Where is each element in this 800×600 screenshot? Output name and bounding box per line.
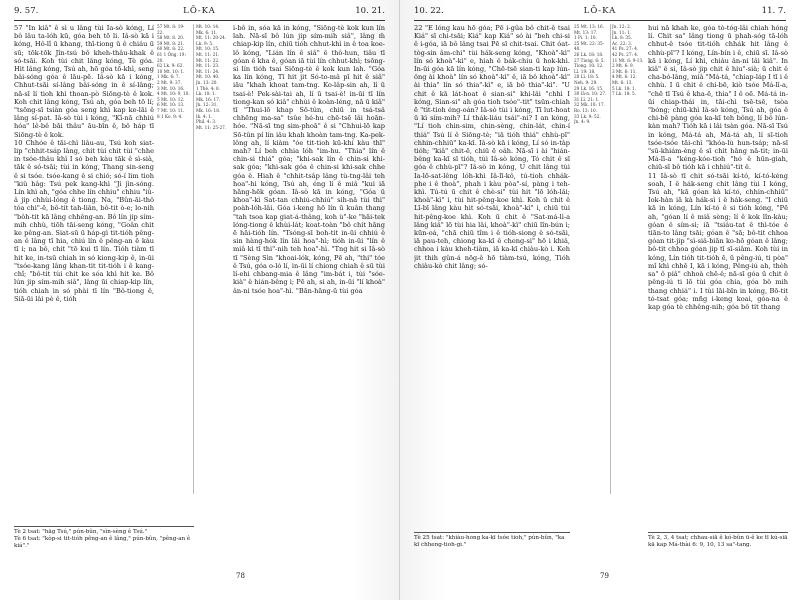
left-cross-references-a: 57 Mt. 8: 19-22. 58 Mt. 8. 20. 59 Mt. 8: 21. 60 Mt. 8: 22. 61 1 Ông. 19: 20. 62 Lk. 9: 62. 10 Mt. 10: 1. 1 Mk. 6: 7. 2 Mt. 9: 37. 3 Mt. 10: 16. 4 Mt. 10: 9, 10. 5 Mt. 10: 12. 6 Mt. 10: 13. 7 Mt. 10: 11. 8 1 Ko. 9: 4. — [157, 24, 190, 119]
right-header-verse-start: 10. 22. — [414, 6, 444, 16]
right-page — [400, 0, 800, 600]
right-footnote-a: Tè 25 tsat: "khiàu-hong ka-kī tsóe tioh," pún-bûn, "ka kī chheng-tioh-gi." — [414, 532, 570, 549]
right-text-column-b: hui nā khah ke, góa tò-tóg-lâi chiah hóng lí. Chit sa" lâng tiong ū phah-sóg tā-lóh chhut-ê tsóe tit-tióh chhák hit lâng ê chhù-pī"? I kóng, Lín-bín i ê, chiū sī. Iâ-sò kā i kóng, Lí khì, chiàu ân-ni lâi kiâ". In kiâ" ê si, Iâ-sò jip chit ê hiu"-sià; ū chit ê cha-bó-lâng, miâ "Má-tá, "chiap-láp I tī i ê chhù. I ū chit ê chi-bē, kiò tsóe Má-lī-a, "chē tī Tsú ê kha-ē, thia" I ê oē. Má-tá in-ūi chiap-thái in, tāi-chì tsē-tsē, tsòa "bóng; chiū-khì Iâ-sò kóng, Tsú ah, góa ê chi-bē pàng góa ka-kī teh bông, lí bô lún-kàn mah? Tióh kā i lâi tsàn góa. Nā-sī Tsú in kóng, Má-tá ah, Má-tá ah, lí sī-tioh tsóe-tsóe tāi-chì "khóa-lù hun-tsáp; nā-sī "sū-khiám-èng ê sī chit hāng nā-tit; in-ūi Má-lī-a "kéng-kóe-tioh "hó ê hūn-giah, chiū-sī bô tióh kā i chhiú"-tit ê. 11 Iâ-sò tī chit só-tsāi kí-tó, kí-tó-kéng soah, I ê hák-seng chit lâng tùi I kóng, Tsú ah, "kā góan kà kí-tó, chhin-chhiū" Iok-hàn iā kà hák-sì i ê hák-seng. "I chiū kā in kóng, Lín kí-tó ê si tióh kóng, "Pē ah, "góan lí ê miâ sèng; lí ê kok lîn-kàu; góan ê sím-sì; iā "tsiáu-tat ê thì-tóe ê tiān-to lâng tsāi; góan ê "sā; bô-tit chhoa góan tit-jip "sì-siâ-biān ko-hō góan ê lâng; bô-tit chhoa góan jip tī sī-siâm. Koh tùi in kóng, Lín tióh tit-tióh ē, ū pêng-iú, ti pòa" mî khì chhē I, kā i kóng, Pêng-iú ah, thèh sa" ô piâ" chhoà chē-ê; nā-sī góa ū chit ê pêng-iú ti lō tùi góa chia, góa bô mih thang chhiá" i. I tùi lāi-bīn in kóng, Bō-tit tó-tsat góa; mñg i-keng koai, góa-na ê kap góa tè chhêng-nih; góa bô tit thang — [648, 24, 788, 311]
right-page-header — [414, 6, 786, 20]
right-header-title: LŌ-KA — [583, 6, 617, 16]
left-column-divider — [193, 24, 194, 494]
right-cross-references-a: 25 Mt. 13: 16. Mt. 13: 17. 1 Pi. 1: 10. 25 Mt. 22: 35-40. 26 Lk. 18: 18. 27 Tiong. 6: 5. Tiong. 10: 12. Lī. 19: 18. 28 Lī. 18: 5. Neh. 9: 29. 29 Lk. 16: 15. 30 Iâ-n. 10: 27. 31 Lī. 21: 1. 32 Mk. 10: 17. Ro. 13: 10. 33 Lk. 9: 52. Jn. 4: 9. — [574, 24, 607, 125]
left-footnote: Tè 2 tsat: "hāg Tsú," pún-bûn, "sìn-sèng ê Tsú." Tè 6 tsat: "kòp-si tit-tióh pêng-an ê lâng," pún-bûn, "pêng-an ê kiá"." — [14, 526, 194, 550]
right-header-verse-end: 11. 7. — [761, 6, 786, 16]
right-page-number: 79 — [600, 572, 609, 580]
left-header-title: LŌ-KA — [183, 6, 216, 16]
right-column-divider — [610, 24, 611, 494]
left-page-header — [14, 6, 385, 20]
left-header-rule — [14, 20, 385, 21]
right-text-column-a: 22 "E lóng kau hō góa; Pē i-gûa bô chit-ê tsai Kiá" sī chi-tsāi; Kiá" kap Kiá" só ài "beh chi-si ê i-góa, iā bô lâng tsai Pē sī chit-tsai. Chit óat-tòg-sin âm-chi" tùi hák-seng kóng, "Khoà"-kì" lín só khoà"-kì" e, hiah ê bák-chiu ū hok-khì. In-ūi góa kā lín kóng, "Chē-tsē sian-ti kap lún-ông ài khoà" lín só khoà"-kì" ê, iā bô khoà"-kì" ài thia" lín só thia"-kì" e, iā bô thia"-kì". "U chit ê kā lát-hoat ê sian-si" khi-lâi "chhì I kóng, Sian-si" ah góa tioh tsóe"-tit" tsūn-chiah ē "tit-tioh éng-oán? Iâ-sò tùi i kóng, Tī lut-hoat ū kì sím-mih? Lí thák-liáu tsái"-ni? I an kóng, "Lí tioh chin-sim, chin-sèng, chin-lát, chin-í thiá" Tsú lí ê Siōng-tè; "iā tióh thiá" chhù-pī" chhin-chhiū" ka-kī. Iâ-sò kā i kóng, Lí só in-tàp tióh; "kiâ" chit-ē, chiū ē oâh. Nā-sī i ài "hián-bêng ka-kī sī tióh, tùi Iâ-sò kóng, Tó chit ê sī góa ê chhù-pī"? Iâ-sò in kóng, U chit lâng tùi Ia-lō-sat-lêng lóh-khì Iâ-lī-kô, tú-tioh chhák-phe i ê thoà", phah i kàu pòa"-sí, pàng i teh-khì. Tú-tú ū chit ê chè-si" tùi hit "lō lóh-lâi; khoà"-kì" i, tùi hit-pêng-koe khì. Koh ū chit ê Lī-bī lâng kàu hit só-tsāi, khoà"-kì" i, chiū tùi hit-pêng-koe khì. Koh ū chit ê "Sat-má-lì-a lâng kiâ" lō tùi hia lâi, khoà"-kì" chiū lîn-bún i; kūn-oá, "chā chiū tîm i ê tióh-siong ê só-tsāi, iā pau-teh, chiong ka-kī ê cheng-si" hō i khiâ, chhoa i kàu kheh-tiàm, iā ka-kī chiàu-kò i. Keh jit thih gûn-á nōg-ê hō tiàm-tsú, kóng, Tióh chiàu-kò chit lâng; só- — [414, 24, 570, 270]
left-text-column-b: i-bô in, sóa kā in kóng, "Siōng-tè kok kun lín lah. Nā-sī bô lún jip sím-mih siâ", lâng m̄ chiap-kip lín, chiū tióh chhut-khì in ê toa koe-lô kóng, "Lián lín ê siâ" ê thô-hun, tiâu tī góan ê kha ê, góan iā tùi lín chhut-khì; tsōng-si lín tióh tsai Siōng-tè ê kok kun lah. "Góa ka lín kóng, Tī hit jit Só-to-mâ pī hit ê siâ" iāu "khah khoat tam-tng. Ko-lâp-sin ah, lí ū tsai-è! Pek-sài-tai ah, lí ū tsai-è! in-ūi tī lín tiong-kan só kiâ" chhùi ê koàn-léng, nā ū kiâ" tī "Thui-lō khap Sō-tûn, chiū in tsá-tsâ chhēng ma-sa" tsûe hé-hu chē-tsē lâi hoān-hóe. "Nā-sī tng sim-phoā" ê si "Chhui-lō kap Sō-tûn pí lín iâu khah khoàn tam-tng. Ka-pek-lông ah, lí kiàm "óe tit-tioh kū-khí kàu thī" mah? Lí beh chhia lóh "im-hu. "Thia" lín ê chin-si thiá" góa; "khi-sak lín ê chin-si khi-sak góa; "khi-sak góa ê chin-si khi-sak chhe góa ê. Hiah ê "chhit-tsâp lâng tù-tng-lâi teh hoa"-hi kóng, Tsú ah, éng lí ê miâ "kui iā hāng-hēk góan. Iâ-sò kā in kóng, "Góa ū khoa"-kì Sat-tan chhiú-chhiú" sih-nā tùi thi" poàh-lóh-lâi. Góa i-keng hō lín ū kuân thang "tah tsoa kap giat-á-thâng, koh ù"-ke "hāi-tek lóng-tiong ê khùi-lát; koat-toàn "bô chit hāng ē hāi-tióh lín. "Tsóng-sī boh-tit in-ūi chhiú ê sin hàng-hók lín lâi hoa"-hì; tióh in-ūi "lín ê miâ kì tī thi"-nih teh hoa"-hì. "Tng hit si Iâ-sò tī "Sèng Sìn "khoai-lók, kóng, Pē ah, "thi" tóe ê Tsú, góa o-ló lí, in-ūi lí chiong chiah ê sū tùi lí-ehi chbang-mia ê lâng "im-bát i, tùi "sóe-kià" ê hián-bêng i; Pē ah, si ah, in-ūi "lí khoà" ân-ni tsóe hoa"-hì. "Bān-hāng-ū tùi góa — [233, 24, 385, 295]
left-text-column-a: 57 "In kiâ" ê sì u lâng tùi Ia-sò kóng, Lí bô lâu ta-lóh kū, góa beh tō li. Iâ-sò kā i kóng, Hô-lî ū khang, thī-tiong ū ê chiáu ū sū; tōk-tōk Jîn-tsú bô kheh-thâu-khak ê só-tsāi. Koh tùi chit lâng kóng, Tè góa. Hit lâng kóng, Tsú ah, hō góa tō-khì, seng bâi-sóng góa ê lāu-pē. Iâ-sò kā i kóng, Chhut-tsāi sí-lâng bâi-sóng in ê sí-lâng; nā-sī lí tioh khì thoan-pò Siōng-tè ê kok. Koh chit lâng kóng, Tsú ah, góa beh tō lí; "tsōng-sī tsiàn góa seng khì kap ke-lāi ê lâng sí-pat. Iâ-sò tùi i kóng, "Kî-nā chhiú hóa" lê-bê bāi thâu" āu-bīn ê, bô háp tī Siōng-tè ê kok. 10 Chhóe ê tāi-chì liâu-au, Tsú koh siat-lip "chhit-tsáp lâng, chit tùi chit tùi "chhe in tsóe-thâu khì I só beh kàu tāk ê sì-sià, tāk ê só-tsāi; tùi in kóng, Thang sin-seng ê si tsóe. tsóe-kang ê si chió; só-í lim tioh "kiû hâg: Tsú pek kang-khì "Ji jìn-sóng. Lín khì ah, "góa chhe lín chhiu" chhiu "iû-â jip chhùi-lóng ê tiong. Na, "Bûn-āi-thô tóa chi"-ē, bô-tit tah-liân, bô-tit ò-e; lo-nih "bôh-tit kā lâng chhêng-an. Bô lín jip sím-mih chhù, tiōh tāi-seng kóng, "Goân chit ke pêng-an. Siat-sū ū háp-gì tit-tióh pêng-an ê lâng tī hia, chiú lín ê pêng-an ē kàu tī i; na bô, chit "tō kui tī lín. Tióh tiàm tī hit ke, in-tsū chiah in só kiong-kip ê, in-ūi "tsóe-kang lâng khan-tit tit-tióh i ê kang-chî; "bô-tit tùi chit ke sóa khì hit ke. Bô lún jip sím-mih siâ", lâng ūi chiap-kip lín, tióh chiah in só phài tī lín "Bô-tiong ê, Siā-ūi lâi pè ê, tióh — [14, 24, 154, 303]
right-cross-references-b: Jn. 12: 2. Jn. 11: 1. Lk. 8: 35. Ac. 22: 3. 41 Ps. 27: 4. 42 Ps. 27: 4. 11 Mt. 6: 9-13. 2 Mt. 6: 9. 3 Mt. 6: 11. 4 Mt. 6: 12. Mt. 6: 13. 5 Lk. 18: 1. 7 Lk. 18: 5. — [612, 24, 644, 97]
left-header-verse-start: 9. 57. — [14, 6, 39, 16]
left-page-number: 78 — [236, 572, 245, 580]
right-footnote-b: Tè 2, 3, 4 tsat; chhau-siā ê kó-bûn ū-ê ke tī kú-siā kā kap Má-thài 6: 9, 10, 13 sa"-tang. — [648, 532, 788, 549]
left-header-verse-end: 10. 21. — [355, 6, 385, 16]
right-header-rule — [414, 20, 786, 21]
left-cross-references-b: Mt. 10: 14. Mk. 6: 11. Mt. 11: 20-24. Lk. 9: 5. Mt. 10: 15. Mt. 11: 21. Mt. 11: 22. Mt. 11: 23. Mt. 11: 24. Mt. 10: 40. Jn. 13: 20. 1 Thè. 4: 8. Lk. 10: 1. Mk. 16: 17. Jn. 12: 31. Mk. 16: 18. Ik. 4: 1. Phil. 4: 3. Mt. 11: 25-27. — [196, 24, 227, 130]
